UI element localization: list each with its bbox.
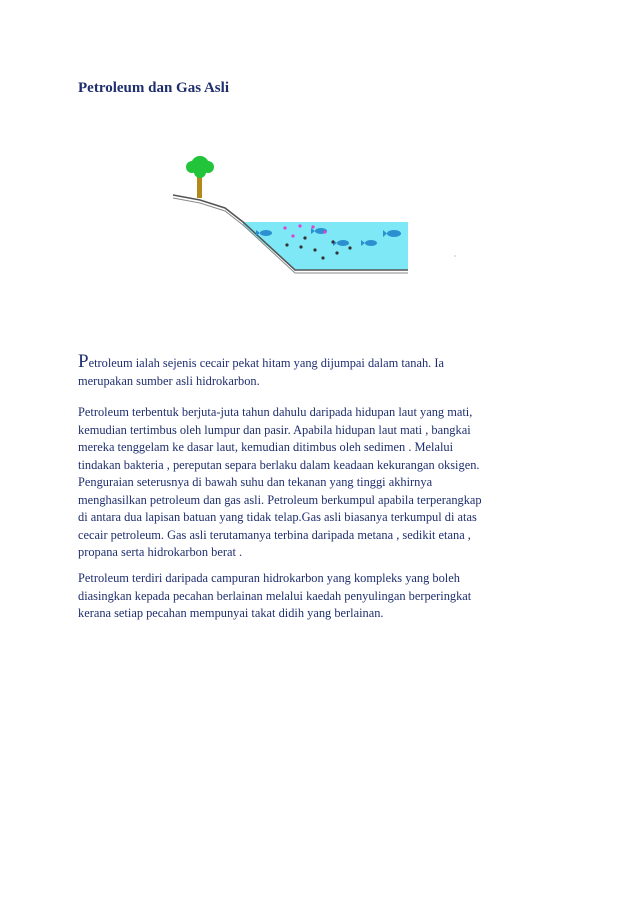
paragraph-composition xyxy=(78,570,568,623)
intro-line-1 xyxy=(78,353,568,373)
composition-line: kerana setiap pecahan mempunyai takat didih yang berlainan. xyxy=(78,606,384,620)
composition-line: diasingkan kepada pecahan berlainan melalui kaedah penyulingan berperingkat xyxy=(78,588,472,603)
drop-cap: P xyxy=(78,351,89,372)
intro-line-1-text: etroleum ialah sejenis cecair pekat hitam yang dijumpai dalam tanah. Ia xyxy=(88,356,444,370)
paragraph-intro xyxy=(78,353,568,390)
formation-line: propana serta hidrokarbon berat . xyxy=(78,545,243,559)
stray-dot xyxy=(454,255,455,256)
formation-line: tindakan bakteria , pereputan separa berlaku dalam keadaan kekurangan oksigen. xyxy=(78,457,480,472)
paragraph-formation xyxy=(78,404,568,562)
formation-line: cecair petroleum. Gas asli terutamanya terbina daripada metana , sedikit etana , xyxy=(78,527,471,542)
intro-line-2: merupakan sumber asli hidrokarbon. xyxy=(78,373,260,388)
formation-line: di antara dua lapisan batuan yang tidak telap.Gas asli biasanya terkumpul di atas xyxy=(78,510,477,524)
page-title: Petroleum dan Gas Asli xyxy=(78,80,229,96)
formation-line: kemudian tertimbus oleh lumpur dan pasir. Apabila hidupan laut mati , bangkai xyxy=(78,422,471,437)
formation-line: mereka tenggelam ke dasar laut, kemudian ditimbus oleh sedimen . Melalui xyxy=(78,440,454,454)
composition-line: Petroleum terdiri daripada campuran hidrokarbon yang kompleks yang boleh xyxy=(78,571,460,585)
formation-line: Penguraian seterusnya di bawah suhu dan tekanan yang tinggi akhirnya xyxy=(78,475,433,489)
formation-line: menghasilkan petroleum dan gas asli. Petroleum berkumpul apabila terperangkap xyxy=(78,492,482,507)
tree-leaves xyxy=(186,156,214,178)
seabed-illustration xyxy=(165,150,465,290)
formation-line: Petroleum terbentuk berjuta-juta tahun dahulu daripada hidupan laut yang mati, xyxy=(78,405,473,419)
